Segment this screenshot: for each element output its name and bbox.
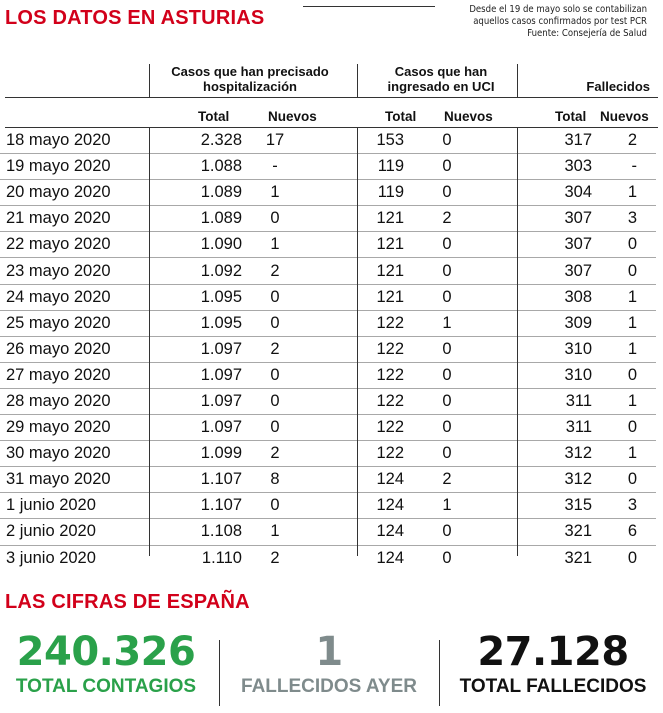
hosp-new-cell: 2 (270, 548, 280, 567)
spacer-cell (306, 441, 346, 467)
spacer-cell (490, 180, 536, 206)
hosp-total-cell: 1.090 (154, 232, 244, 258)
hosp-total-cell: 1.095 (154, 310, 244, 336)
table-row (0, 441, 656, 467)
spacer-cell (306, 258, 346, 284)
hosp-total-cell: 1.092 (154, 258, 244, 284)
uci-new-cell: 1 (404, 493, 490, 519)
hosp-total-cell: 1.095 (154, 284, 244, 310)
uci-new-cell: 0 (404, 336, 490, 362)
table-row (0, 128, 656, 154)
hosp-new-cell: 0 (244, 493, 306, 519)
fall-total-cell: 317 (536, 128, 592, 154)
spacer-cell (306, 206, 346, 232)
daily-data-table (0, 128, 656, 571)
hosp-total-cell: 1.088 (154, 154, 244, 180)
hosp-new-cell: 0 (244, 284, 306, 310)
uci-new-cell: 0 (404, 258, 490, 284)
hosp-total-cell: 1.089 (154, 206, 244, 232)
fall-new-cell: 1 (592, 388, 656, 414)
note-line: Desde el 19 de mayo solo se contabilizan (469, 4, 647, 15)
spacer-cell (490, 206, 536, 232)
uci-new-cell: 0 (404, 388, 490, 414)
row-date: 31 mayo 2020 (0, 467, 154, 493)
hosp-new-cell: - (244, 154, 306, 180)
spacer-cell (490, 258, 536, 284)
stat-total-fallecidos (446, 630, 660, 699)
row-date: 22 mayo 2020 (0, 232, 154, 258)
group-header-uci (362, 64, 520, 94)
header-divider (517, 64, 518, 98)
column-divider (517, 128, 518, 556)
row-date: 20 mayo 2020 (0, 180, 154, 206)
fall-total-cell: 312 (536, 441, 592, 467)
header-divider (357, 64, 358, 98)
row-date: 28 mayo 2020 (0, 388, 154, 414)
uci-total-cell: 124 (346, 493, 404, 519)
row-date: 26 mayo 2020 (0, 336, 154, 362)
spacer-cell (490, 519, 536, 545)
hosp-new-cell: 0 (244, 388, 306, 414)
fall-new-cell: 6 (592, 519, 656, 545)
table-row (0, 519, 656, 545)
hosp-total-cell: 1.110 (201, 548, 242, 567)
group-header-hospital (152, 64, 348, 94)
col-header-hosp-total: Total (198, 109, 230, 124)
fall-new-cell: 1 (592, 310, 656, 336)
uci-total-cell: 122 (346, 310, 404, 336)
row-date: 3 junio 2020 (6, 548, 96, 567)
uci-total-cell: 121 (346, 284, 404, 310)
spacer-cell (306, 232, 346, 258)
note-line: Fuente: Consejería de Salud (527, 28, 647, 39)
page-title: LOS DATOS EN ASTURIAS (5, 7, 265, 29)
fall-total-cell: 308 (536, 284, 592, 310)
fall-new-cell: 3 (592, 493, 656, 519)
uci-new-cell: 0 (404, 415, 490, 441)
hosp-total-cell: 1.108 (154, 519, 244, 545)
table-row (0, 545, 656, 571)
uci-new-cell: 2 (404, 206, 490, 232)
spacer-cell (490, 362, 536, 388)
spacer-cell (490, 388, 536, 414)
header-rule (5, 97, 658, 98)
hosp-new-cell: 17 (244, 128, 306, 154)
spacer-cell (490, 128, 536, 154)
spacer-cell (306, 415, 346, 441)
spacer-cell (490, 441, 536, 467)
fall-new-cell: 0 (592, 258, 656, 284)
group-header-line: ingresado en UCI (387, 79, 495, 94)
group-header-fallecidos: Fallecidos (586, 79, 650, 94)
uci-total-cell: 121 (346, 232, 404, 258)
uci-new-cell: 0 (404, 519, 490, 545)
hosp-new-cell: 1 (244, 519, 306, 545)
table-row (0, 258, 656, 284)
spacer-cell (306, 154, 346, 180)
uci-new-cell: 0 (404, 128, 490, 154)
group-header-line: Casos que han precisado (171, 64, 329, 79)
hosp-new-cell: 2 (244, 258, 306, 284)
uci-total-cell: 119 (346, 154, 404, 180)
spacer-cell (306, 180, 346, 206)
fall-total-cell: 311 (536, 415, 592, 441)
uci-total-cell: 122 (346, 388, 404, 414)
col-header-uci-total: Total (385, 109, 417, 124)
table-row (0, 493, 656, 519)
fall-total-cell: 310 (536, 336, 592, 362)
uci-total-cell: 124 (346, 519, 404, 545)
stat-value: 240.326 (16, 629, 196, 675)
row-date: 1 junio 2020 (0, 493, 154, 519)
table-row (0, 415, 656, 441)
fall-total-cell: 321 (564, 548, 592, 567)
uci-total-cell: 122 (346, 362, 404, 388)
spacer-cell (306, 519, 346, 545)
hosp-total-cell: 1.097 (154, 415, 244, 441)
uci-total-cell: 119 (346, 180, 404, 206)
hosp-total-cell: 1.099 (154, 441, 244, 467)
fall-new-cell: 1 (592, 180, 656, 206)
uci-new-cell: 0 (404, 362, 490, 388)
fall-new-cell: 1 (592, 441, 656, 467)
stat-value: 27.128 (477, 629, 629, 675)
fall-total-cell: 311 (536, 388, 592, 414)
table-row (0, 206, 656, 232)
hosp-total-cell: 2.328 (154, 128, 244, 154)
fall-new-cell: 2 (592, 128, 656, 154)
spacer-cell (490, 336, 536, 362)
spacer-cell (306, 362, 346, 388)
uci-total-cell: 122 (346, 441, 404, 467)
row-date: 30 mayo 2020 (0, 441, 154, 467)
hosp-new-cell: 0 (244, 206, 306, 232)
fall-new-cell: 0 (592, 232, 656, 258)
fall-total-cell: 309 (536, 310, 592, 336)
table-row (0, 362, 656, 388)
table-row (0, 336, 656, 362)
stat-divider (219, 640, 220, 706)
fall-new-cell: 1 (592, 284, 656, 310)
fall-total-cell: 304 (536, 180, 592, 206)
note-line: aquellos casos confirmados por test PCR (473, 16, 647, 27)
table-row (0, 180, 656, 206)
hosp-new-cell: 2 (244, 336, 306, 362)
spacer-cell (490, 415, 536, 441)
stat-total-contagios (0, 630, 212, 699)
stat-value: 1 (315, 629, 343, 675)
fall-new-cell: 0 (627, 548, 637, 567)
stat-fallecidos-ayer (226, 630, 432, 699)
spacer-cell (306, 336, 346, 362)
spacer-cell (306, 467, 346, 493)
uci-new-cell: 0 (404, 441, 490, 467)
fall-new-cell: 0 (592, 362, 656, 388)
row-date: 19 mayo 2020 (0, 154, 154, 180)
uci-total-cell: 153 (346, 128, 404, 154)
column-divider (357, 128, 358, 556)
fall-total-cell: 321 (536, 519, 592, 545)
source-note (407, 4, 647, 40)
hosp-new-cell: 2 (244, 441, 306, 467)
uci-total-cell: 124 (346, 467, 404, 493)
hosp-new-cell: 8 (244, 467, 306, 493)
table-row (0, 284, 656, 310)
uci-total-cell: 121 (346, 258, 404, 284)
fall-new-cell: 0 (592, 415, 656, 441)
uci-new-cell: 2 (404, 467, 490, 493)
fall-new-cell: - (592, 154, 656, 180)
uci-new-cell: 0 (404, 232, 490, 258)
fall-new-cell: 1 (592, 336, 656, 362)
hosp-total-cell: 1.097 (154, 336, 244, 362)
stat-label: FALLECIDOS AYER (241, 676, 417, 697)
fall-total-cell: 307 (536, 232, 592, 258)
hosp-new-cell: 1 (244, 180, 306, 206)
hosp-new-cell: 1 (244, 232, 306, 258)
spacer-cell (306, 493, 346, 519)
group-header-line: Casos que han (394, 64, 488, 79)
spacer-cell (490, 493, 536, 519)
table-row (0, 232, 656, 258)
table-row (0, 154, 656, 180)
table-row (0, 467, 656, 493)
spacer-cell (490, 545, 536, 571)
spacer-cell (490, 232, 536, 258)
fall-total-cell: 307 (536, 258, 592, 284)
col-header-fall-new: Nuevos (600, 109, 649, 124)
hosp-new-cell: 0 (244, 310, 306, 336)
hosp-total-cell: 1.089 (154, 180, 244, 206)
table-row (0, 388, 656, 414)
hosp-new-cell: 0 (244, 415, 306, 441)
uci-new-cell: 0 (404, 154, 490, 180)
uci-total-cell: 122 (346, 336, 404, 362)
col-header-fall-total: Total (555, 109, 587, 124)
row-date: 18 mayo 2020 (0, 128, 154, 154)
row-date: 29 mayo 2020 (0, 415, 154, 441)
section-title-spain: LAS CIFRAS DE ESPAÑA (5, 591, 250, 613)
spacer-cell (306, 388, 346, 414)
stat-divider (439, 640, 440, 706)
header-divider (149, 64, 150, 98)
spacer-cell (306, 284, 346, 310)
fall-new-cell: 3 (592, 206, 656, 232)
spacer-cell (490, 154, 536, 180)
stat-label: TOTAL FALLECIDOS (459, 676, 647, 697)
col-header-uci-new: Nuevos (444, 109, 493, 124)
fall-total-cell: 310 (536, 362, 592, 388)
uci-new-cell: 1 (404, 310, 490, 336)
hosp-total-cell: 1.097 (154, 388, 244, 414)
fall-total-cell: 315 (536, 493, 592, 519)
row-date: 25 mayo 2020 (0, 310, 154, 336)
spacer-cell (306, 545, 346, 571)
fall-new-cell: 0 (592, 467, 656, 493)
hosp-new-cell: 0 (244, 362, 306, 388)
uci-new-cell: 0 (404, 284, 490, 310)
row-date: 23 mayo 2020 (0, 258, 154, 284)
spacer-cell (490, 284, 536, 310)
uci-total-cell: 122 (346, 415, 404, 441)
uci-total-cell: 124 (376, 548, 404, 567)
table-row (0, 310, 656, 336)
spacer-cell (306, 310, 346, 336)
fall-total-cell: 307 (536, 206, 592, 232)
hosp-total-cell: 1.097 (154, 362, 244, 388)
col-header-hosp-new: Nuevos (268, 109, 317, 124)
stat-label: TOTAL CONTAGIOS (15, 676, 197, 697)
hosp-total-cell: 1.107 (154, 493, 244, 519)
fall-total-cell: 312 (536, 467, 592, 493)
spacer-cell (490, 467, 536, 493)
column-divider (149, 128, 150, 556)
uci-new-cell: 0 (442, 548, 452, 567)
spacer-cell (490, 310, 536, 336)
row-date: 21 mayo 2020 (0, 206, 154, 232)
row-date: 24 mayo 2020 (0, 284, 154, 310)
group-header-line: hospitalización (203, 79, 297, 94)
fall-total-cell: 303 (536, 154, 592, 180)
row-date: 27 mayo 2020 (0, 362, 154, 388)
uci-new-cell: 0 (404, 180, 490, 206)
spacer-cell (306, 128, 346, 154)
uci-total-cell: 121 (346, 206, 404, 232)
row-date: 2 junio 2020 (0, 519, 154, 545)
hosp-total-cell: 1.107 (154, 467, 244, 493)
